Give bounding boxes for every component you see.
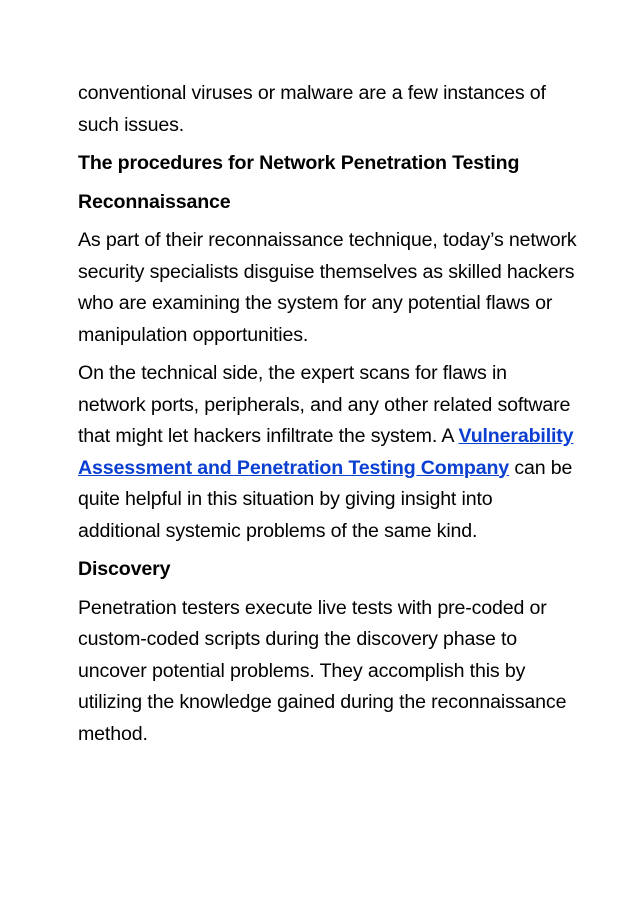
- heading-reconnaissance: Reconnaissance: [78, 190, 231, 213]
- reconnaissance-paragraph: As part of their reconnaissance technique, today’s network security specialists disguise themselves as skilled hackers who are examining the system for any potential flaws or manipulation opportunities.: [78, 229, 577, 346]
- intro-paragraph: conventional viruses or malware are a few instances of such issues.: [78, 82, 546, 136]
- discovery-paragraph: Penetration testers execute live tests with pre-coded or custom-coded scripts during the discovery phase to uncover potential problems. They accomplish this by utilizing the knowledge gained during the reconnaissance method.: [78, 596, 567, 745]
- document-page: [78, 78, 578, 757]
- technical-paragraph: [78, 358, 578, 547]
- technical-paragraph-text-before: On the technical side, the expert scans for flaws in network ports, peripherals, and any other related software that might let hackers infiltrate the system. A: [78, 362, 571, 447]
- heading-procedures: The procedures for Network Penetration Testing: [78, 152, 520, 174]
- vapt-company-link[interactable]: Vulnerability Assessment and Penetration Testing Company: [78, 425, 574, 479]
- technical-paragraph-text-after: can be quite helpful in this situation by giving insight into additional systemic problems of the same kind.: [78, 456, 573, 542]
- heading-discovery: Discovery: [78, 558, 171, 580]
